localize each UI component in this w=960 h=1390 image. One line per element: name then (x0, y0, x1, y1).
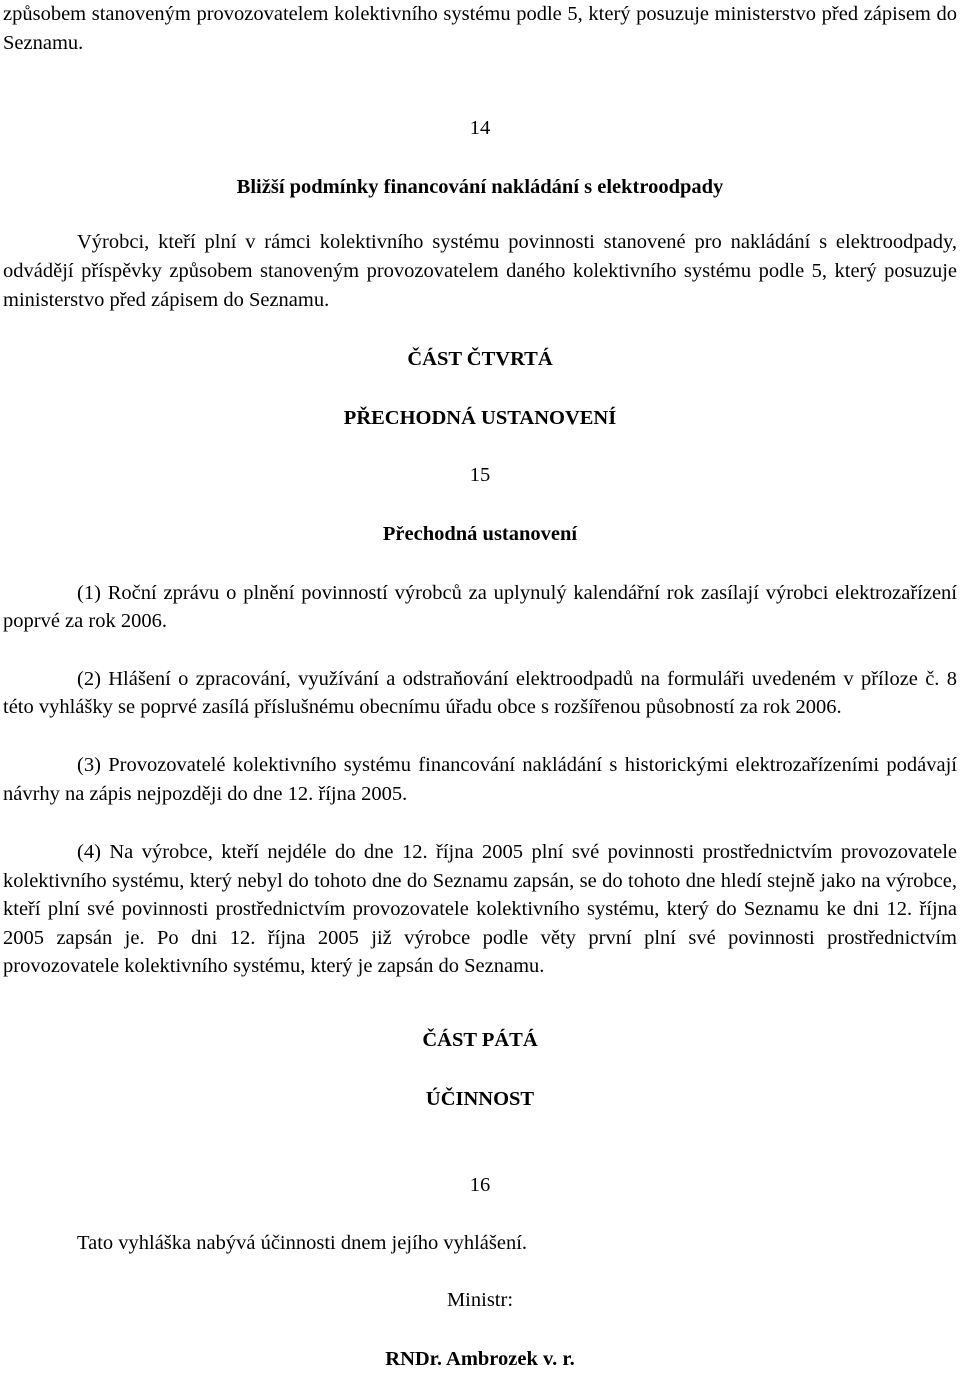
signature-name: RNDr. Ambrozek v. r. (385, 1348, 575, 1371)
section-15-paragraph-2: (2) Hlášení o zpracování, využívání a odstraňování elektroodpadů na formuláři uvedeném v příloze č. 8 této vyhlášky se poprvé zasílá příslušnému obecnímu úřadu obce s rozšířenou působností za rok 2006. (3, 667, 957, 719)
section-15-heading: Přechodná ustanovení (382, 522, 578, 545)
section-15-number: 15 (469, 464, 491, 487)
part-4-subtitle: PŘECHODNÁ USTANOVENÍ (343, 406, 617, 429)
section-16-number: 16 (469, 1174, 491, 1197)
section-14-number: 14 (469, 117, 491, 140)
part-4-title: ČÁST ČTVRTÁ (407, 348, 553, 371)
continuation-paragraph: způsobem stanoveným provozovatelem kolektivního systému podle 5, který posuzuje ministerstvo před zápisem do Seznamu. (3, 3, 957, 54)
document-page (3, 0, 957, 1374)
part-5-title: ČÁST PÁTÁ (422, 1029, 538, 1052)
part-5-subtitle: ÚČINNOST (425, 1087, 535, 1110)
section-14-text: Výrobci, kteří plní v rámci kolektivního systému povinnosti stanovené pro nakládání s elektroodpady, odvádějí příspěvky způsobem stanoveným provozovatelem daného kolektivního systému podle 5, který posuzuje ministerstvo před zápisem do Seznamu. (3, 231, 957, 311)
section-15-paragraph-4: (4) Na výrobce, kteří nejdéle do dne 12. října 2005 plní své povinnosti prostřednictvím provozovatele kolektivního systému, který nebyl do tohoto dne do Seznamu zapsán, se do tohoto dne hledí stejně jako na výrobce, kteří plní své povinnosti prostřednictvím provozovatele kolektivního systému, který do Seznamu ke dni 12. října 2005 zapsán je. Po dni 12. října 2005 již výrobce podle věty první plní své povinnosti prostřednictvím provozovatele kolektivního systému, který je zapsán do Seznamu. (3, 841, 957, 978)
section-14-heading: Bližší podmínky financování nakládání s elektroodpady (236, 175, 724, 198)
section-16-text: Tato vyhláška nabývá účinnosti dnem jejího vyhlášení. (77, 1231, 528, 1254)
section-15-paragraph-1: (1) Roční zprávu o plnění povinností výrobců za uplynulý kalendářní rok zasílají výrobci elektrozařízení poprvé za rok 2006. (3, 581, 957, 633)
section-15-paragraph-3: (3) Provozovatelé kolektivního systému financování nakládání s historickými elektrozařízeními podávají návrhy na zápis nejpozději do dne 12. října 2005. (3, 753, 957, 805)
signature-role: Ministr: (446, 1289, 514, 1312)
